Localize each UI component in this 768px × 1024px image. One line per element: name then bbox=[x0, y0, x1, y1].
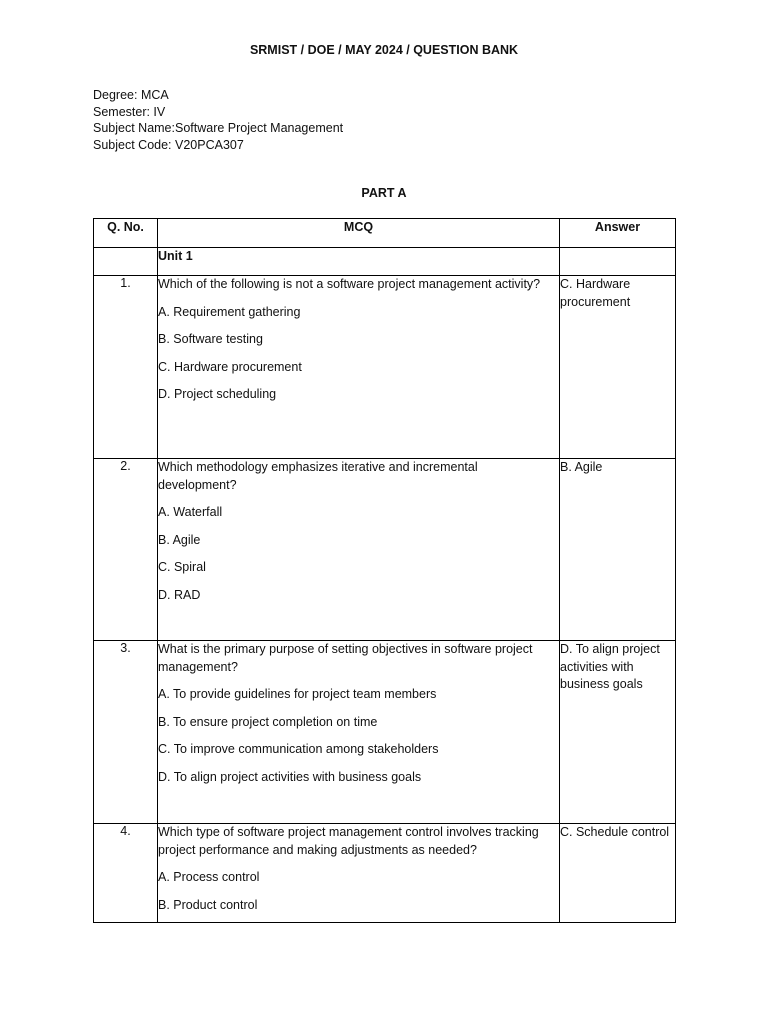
question-number: 2. bbox=[94, 459, 158, 641]
option-c: C. Hardware procurement bbox=[158, 359, 302, 374]
answer-cell: B. Agile bbox=[560, 459, 676, 641]
question-cell bbox=[158, 641, 560, 824]
unit-no-cell bbox=[94, 248, 158, 276]
unit-answer-cell bbox=[560, 248, 676, 276]
table-header-row bbox=[94, 219, 676, 248]
question-table bbox=[93, 218, 676, 923]
answer-cell: D. To align project activities with business goals bbox=[560, 641, 676, 824]
option-a: A. Requirement gathering bbox=[158, 304, 301, 319]
unit-label: Unit 1 bbox=[158, 249, 193, 263]
document-title: SRMIST / DOE / MAY 2024 / QUESTION BANK bbox=[249, 43, 519, 57]
option-b: B. Product control bbox=[158, 897, 258, 912]
option-a: A. Waterfall bbox=[158, 505, 223, 519]
subject-name-line: Subject Name:Software Project Management bbox=[93, 121, 344, 135]
option-d: D. To align project activities with business goals bbox=[158, 769, 422, 784]
question-number: 3. bbox=[94, 641, 158, 824]
question-cell bbox=[158, 824, 560, 923]
question-number: 1. bbox=[94, 276, 158, 459]
option-b: B. Agile bbox=[158, 532, 201, 547]
option-b: B. To ensure project completion on time bbox=[158, 714, 378, 729]
header-answer: Answer bbox=[560, 219, 676, 248]
answer-cell: C. Hardware procurement bbox=[560, 276, 676, 459]
header-mcq: MCQ bbox=[158, 219, 560, 248]
option-a: A. To provide guidelines for project team members bbox=[158, 687, 437, 701]
option-c: C. To improve communication among stakeholders bbox=[158, 742, 439, 756]
question-text: What is the primary purpose of setting objectives in software project management? bbox=[158, 642, 533, 674]
table-row bbox=[94, 641, 676, 824]
option-a: A. Process control bbox=[158, 870, 260, 884]
table-row bbox=[94, 276, 676, 459]
header-qno: Q. No. bbox=[94, 219, 158, 248]
question-cell bbox=[158, 276, 560, 459]
table-row bbox=[94, 824, 676, 923]
question-cell bbox=[158, 459, 560, 641]
unit-cell bbox=[158, 248, 560, 276]
option-d: D. RAD bbox=[158, 587, 201, 602]
subject-code-line: Subject Code: V20PCA307 bbox=[93, 137, 244, 152]
answer-cell: C. Schedule control bbox=[560, 824, 676, 923]
question-text: Which of the following is not a software project management activity? bbox=[158, 277, 541, 291]
unit-row bbox=[94, 248, 676, 276]
part-heading: PART A bbox=[361, 186, 407, 200]
option-d: D. Project scheduling bbox=[158, 387, 277, 401]
course-meta bbox=[93, 87, 343, 153]
question-text: Which methodology emphasizes iterative and incremental development? bbox=[158, 460, 478, 492]
option-c: C. Spiral bbox=[158, 560, 206, 574]
question-number: 4. bbox=[94, 824, 158, 923]
option-b: B. Software testing bbox=[158, 332, 263, 346]
degree-line: Degree: MCA bbox=[93, 88, 169, 102]
semester-line: Semester: IV bbox=[93, 104, 166, 119]
table-row bbox=[94, 459, 676, 641]
question-text: Which type of software project management control involves tracking project performance and making adjustments as needed? bbox=[158, 825, 539, 857]
